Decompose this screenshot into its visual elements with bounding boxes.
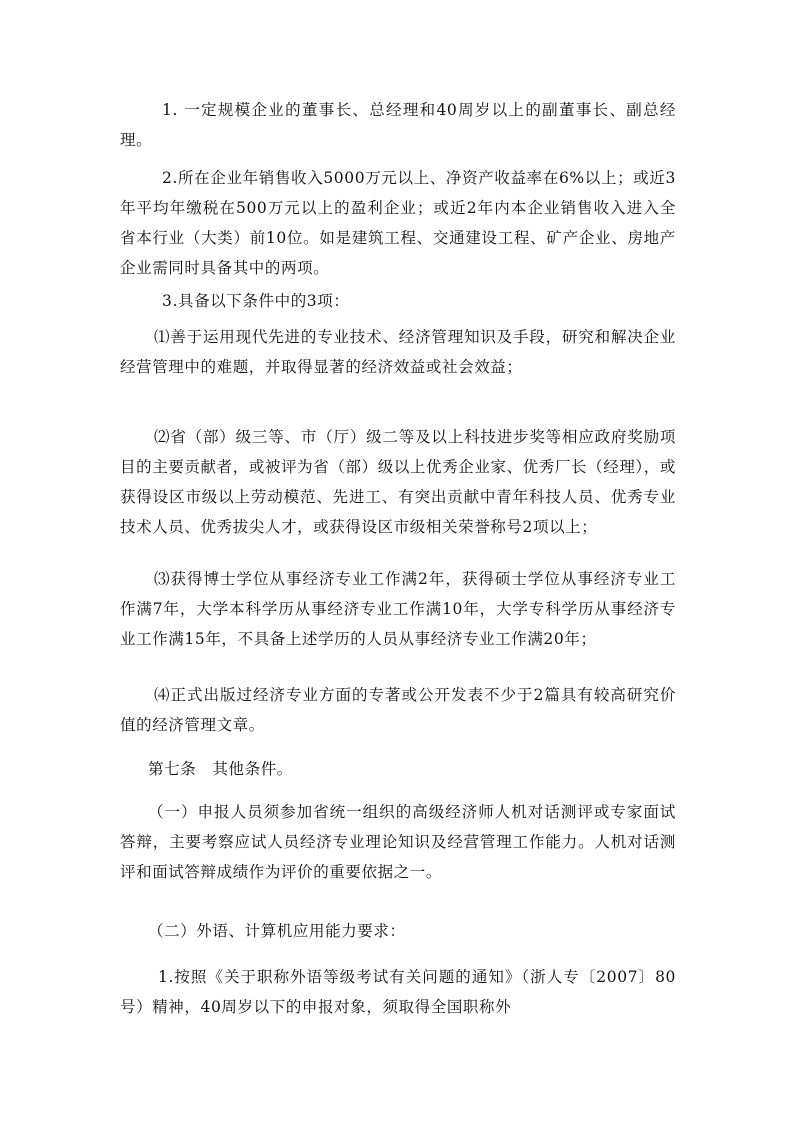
article-heading: 第七条 其他条件。	[148, 760, 293, 778]
paragraph-section-1: （一）申报人员须参加省统一组织的高级经济师人机对话测评或专家面试答辩，主要考察应试人员经济专业理论知识及经营管理工作能力。人机对话测评和面试答辩成绩作为评价的重要依据之一。	[120, 803, 676, 881]
paragraph-section-2-item-1: 1.按照《关于职称外语等级考试有关问题的通知》（浙人专〔2007〕80号）精神，40周岁以下的申报对象，须取得全国职称外	[120, 968, 676, 1016]
paragraph-item-3-2: ⑵省（部）级三等、市（厅）级二等及以上科技进步奖等相应政府奖励项目的主要贡献者，或被评为省（部）级以上优秀企业家、优秀厂长（经理），或获得设区市级以上劳动模范、先进工、有突出贡献中青年科技人员、优秀专业技术人员、优秀拔尖人才，或获得设区市级相关荣誉称号2项以上；	[120, 428, 676, 536]
paragraph-item-1: 1. 一定规模企业的董事长、总经理和40周岁以上的副董事长、副总经理。	[120, 101, 676, 149]
paragraph-item-3: 3.具备以下条件中的3项：	[162, 292, 350, 310]
paragraph-item-3-3: ⑶获得博士学位从事经济专业工作满2年，获得硕士学位从事经济专业工作满7年，大学本科学历从事经济专业工作满10年，大学专科学历从事经济专业工作满15年，不具备上述学历的人员从事经济专业工作满20年；	[120, 570, 676, 648]
paragraph-item-3-1: ⑴善于运用现代先进的专业技术、经济管理知识及手段，研究和解决企业经营管理中的难题，并取得显著的经济效益或社会效益；	[120, 328, 676, 376]
paragraph-section-2: （二）外语、计算机应用能力要求：	[148, 922, 406, 940]
paragraph-item-2: 2.所在企业年销售收入5000万元以上、净资产收益率在6%以上；或近3年平均年缴税在500万元以上的盈利企业；或近2年内本企业销售收入进入全省本行业（大类）前10位。如是建筑工程、交通建设工程、矿产企业、房地产企业需同时具备其中的两项。	[120, 169, 676, 277]
paragraph-item-3-4: ⑷正式出版过经济专业方面的专著或公开发表不少于2篇具有较高研究价值的经济管理文章。	[120, 686, 676, 734]
